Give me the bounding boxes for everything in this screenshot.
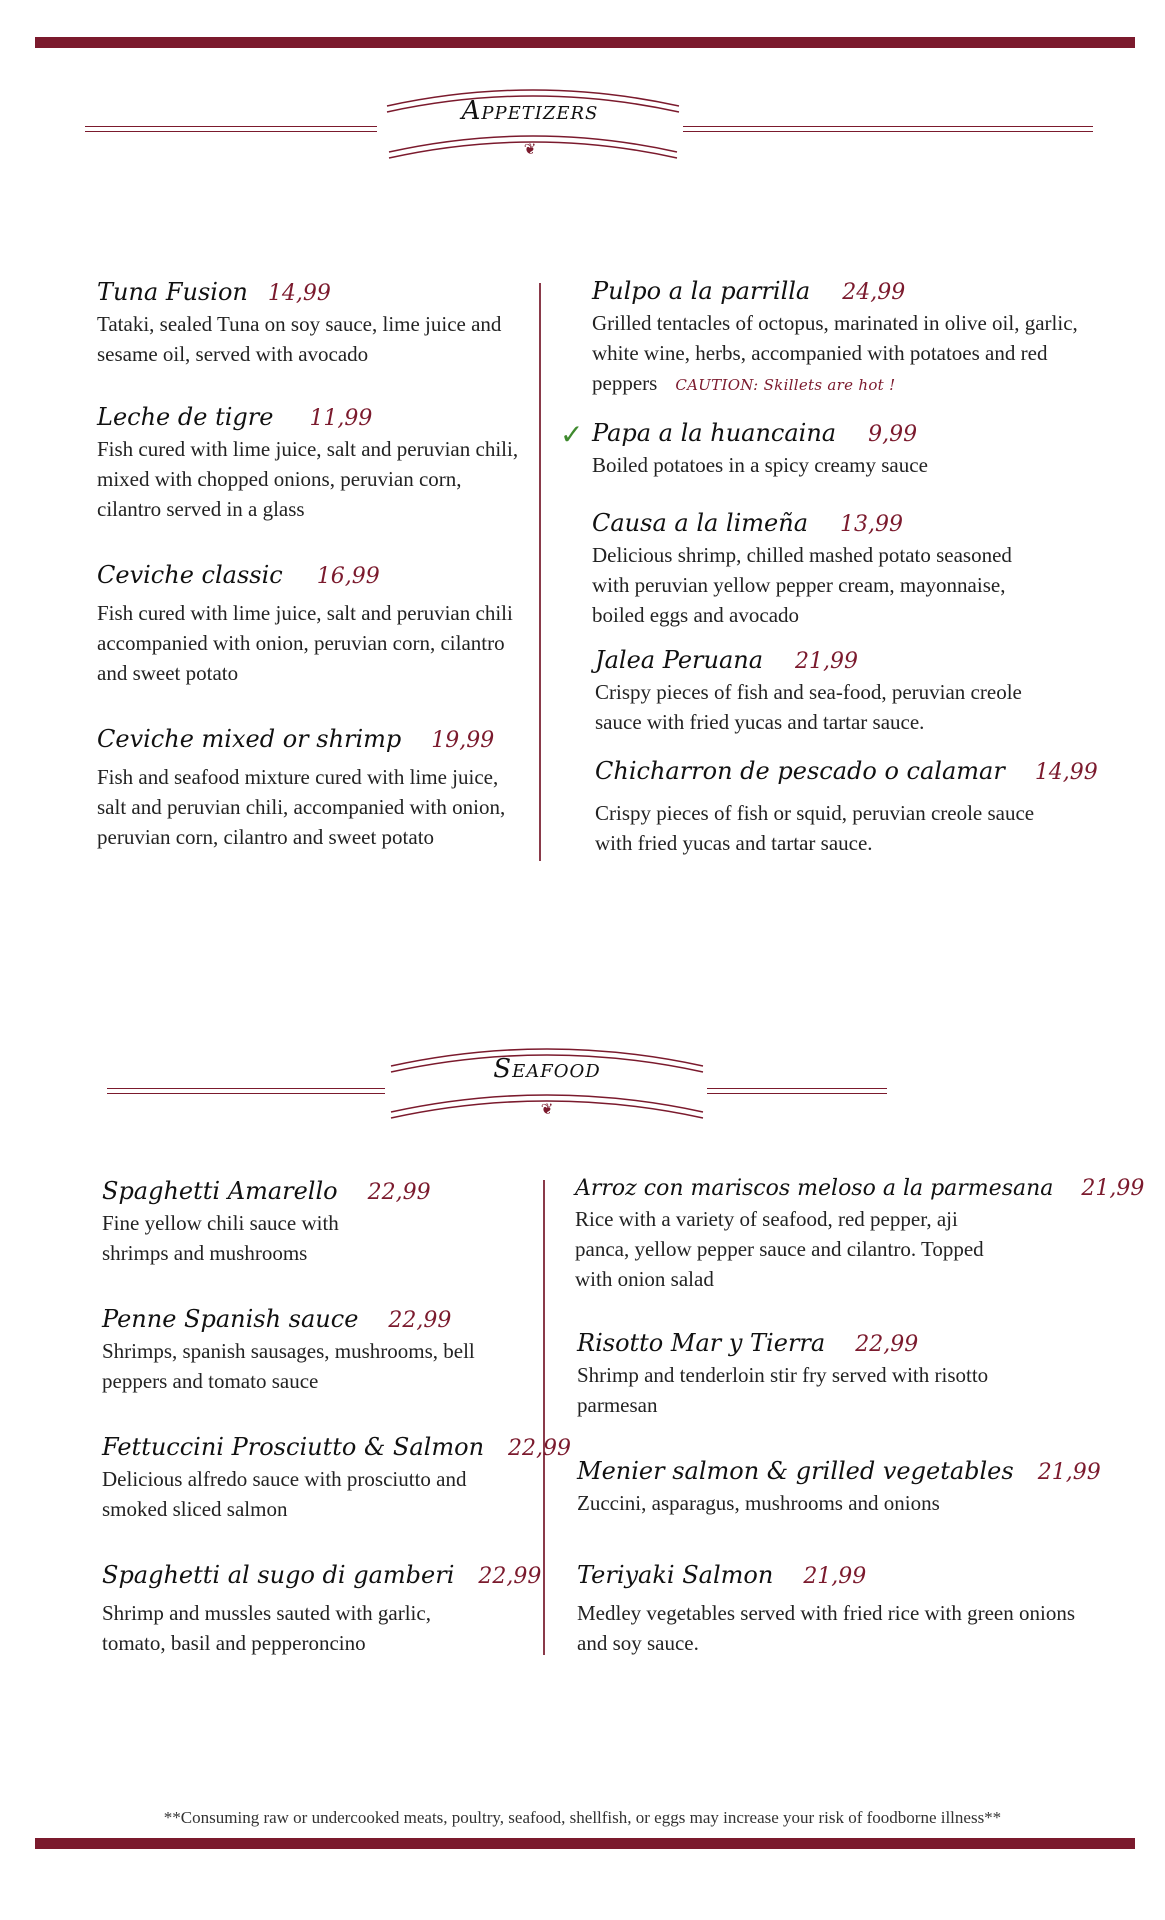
item-description: Fine yellow chili sauce with shrimps and mushrooms <box>102 1211 339 1265</box>
item-name: Causa a la limeña <box>592 509 809 537</box>
health-disclaimer: **Consuming raw or undercooked meats, poultry, seafood, shellfish, or eggs may increase your risk of foodborne illness** <box>163 1808 1002 1827</box>
item-price: 16,99 <box>316 564 380 589</box>
vegetarian-leaf-icon: ✓ <box>560 418 584 451</box>
menu-item <box>577 1328 1017 1420</box>
item-description: Boiled potatoes in a spicy creamy sauce <box>592 453 928 477</box>
item-description: Crispy pieces of fish and sea-food, peruvian creole sauce with fried yucas and tartar sauce. <box>595 680 1022 734</box>
menu-item <box>592 418 1092 480</box>
item-price: 22,99 <box>367 1180 431 1205</box>
item-price: 22,99 <box>508 1436 572 1461</box>
item-description: Grilled tentacles of octopus, marinated in olive oil, garlic, white wine, herbs, accompanied with potatoes and red peppers <box>592 311 1078 395</box>
menu-item <box>102 1304 532 1396</box>
menu-item <box>97 724 527 852</box>
item-price: 21,99 <box>1037 1460 1101 1485</box>
ornament-icon: ❦ <box>523 140 537 158</box>
item-price: 21,99 <box>803 1564 867 1589</box>
top-border-bar <box>35 37 1135 48</box>
item-description: Shrimp and mussles sauted with garlic, tomato, basil and pepperoncino <box>102 1601 431 1655</box>
bottom-border-bar <box>35 1838 1135 1849</box>
item-price: 22,99 <box>478 1564 542 1589</box>
item-name: Menier salmon & grilled vegetables <box>577 1457 1014 1485</box>
item-price: 19,99 <box>431 728 495 753</box>
menu-item <box>97 560 527 688</box>
item-name: Leche de tigre <box>97 403 274 431</box>
banner-rule-right <box>707 1088 887 1094</box>
menu-item <box>102 1432 572 1524</box>
menu-item <box>97 277 527 369</box>
appetizers-banner <box>85 80 1095 170</box>
menu-item <box>595 645 1035 737</box>
item-description: Medley vegetables served with fried rice with green onions and soy sauce. <box>577 1601 1076 1655</box>
item-description: Shrimp and tenderloin stir fry served with risotto parmesan <box>577 1363 989 1417</box>
item-price: 24,99 <box>842 280 906 305</box>
item-description: Crispy pieces of fish or squid, peruvian creole sauce with fried yucas and tartar sauce. <box>595 801 1035 855</box>
item-price: 21,99 <box>1081 1176 1145 1201</box>
item-name: Ceviche classic <box>97 561 283 589</box>
menu-item <box>577 1560 1077 1658</box>
menu-item <box>577 1456 1117 1518</box>
item-name: Spaghetti Amarello <box>102 1177 338 1205</box>
item-price: 22,99 <box>855 1332 919 1357</box>
item-name: Penne Spanish sauce <box>102 1305 359 1333</box>
caution-note: CAUTION: Skillets are hot ! <box>675 376 896 394</box>
menu-item <box>97 402 527 524</box>
ornament-icon: ❦ <box>540 1100 554 1118</box>
item-price: 14,99 <box>1034 760 1098 785</box>
item-description: Tataki, sealed Tuna on soy sauce, lime juice and sesame oil, served with avocado <box>97 312 502 366</box>
menu-item <box>102 1176 532 1268</box>
item-description: Fish cured with lime juice, salt and peruvian chili accompanied with onion, peruvian corn, cilantro and sweet potato <box>97 601 513 685</box>
item-description: Shrimps, spanish sausages, mushrooms, bell peppers and tomato sauce <box>102 1339 475 1393</box>
seafood-column-divider <box>543 1180 545 1655</box>
item-name: Papa a la huancaina <box>592 419 837 447</box>
banner-rule-right <box>683 126 1093 132</box>
item-price: 21,99 <box>795 649 859 674</box>
menu-item <box>575 1174 1145 1294</box>
menu-item <box>592 508 1032 630</box>
item-description: Delicious shrimp, chilled mashed potato seasoned with peruvian yellow pepper cream, mayonnaise, boiled eggs and avocado <box>592 543 1012 627</box>
menu-item <box>102 1560 542 1658</box>
item-price: 9,99 <box>868 422 918 447</box>
item-name: Teriyaki Salmon <box>577 1561 774 1589</box>
section-title-seafood: Seafood <box>493 1054 601 1084</box>
item-name: Risotto Mar y Tierra <box>577 1329 826 1357</box>
item-price: 22,99 <box>388 1308 452 1333</box>
item-description: Fish cured with lime juice, salt and peruvian chili, mixed with chopped onions, peruvian corn, cilantro served in a glass <box>97 437 519 521</box>
item-description: Zuccini, asparagus, mushrooms and onions <box>577 1491 940 1515</box>
appetizers-column-divider <box>539 283 541 861</box>
seafood-banner <box>107 1040 887 1130</box>
item-name: Arroz con mariscos meloso a la parmesana <box>575 1176 1054 1201</box>
item-name: Jalea Peruana <box>595 646 764 674</box>
banner-rule-left <box>107 1088 385 1094</box>
item-name: Tuna Fusion <box>97 278 248 306</box>
item-price: 11,99 <box>309 406 373 431</box>
item-price: 13,99 <box>840 512 903 537</box>
section-title-appetizers: Appetizers <box>461 96 599 126</box>
item-name: Chicharron de pescado o calamar <box>595 757 1005 785</box>
banner-rule-left <box>85 126 377 132</box>
item-name: Pulpo a la parrilla <box>592 277 811 305</box>
menu-item <box>595 756 1115 858</box>
item-name: Fettuccini Prosciutto & Salmon <box>102 1433 485 1461</box>
item-description: Delicious alfredo sauce with prosciutto and smoked sliced salmon <box>102 1467 467 1521</box>
item-description: Rice with a variety of seafood, red pepper, aji panca, yellow pepper sauce and cilantro. Topped with onion salad <box>575 1207 984 1291</box>
item-price: 14,99 <box>267 281 331 306</box>
menu-item <box>592 276 1112 400</box>
item-description: Fish and seafood mixture cured with lime juice, salt and peruvian chili, accompanied with onion, peruvian corn, cilantro and sweet potato <box>97 765 506 849</box>
item-name: Spaghetti al sugo di gamberi <box>102 1561 455 1589</box>
item-name: Ceviche mixed or shrimp <box>97 725 402 753</box>
